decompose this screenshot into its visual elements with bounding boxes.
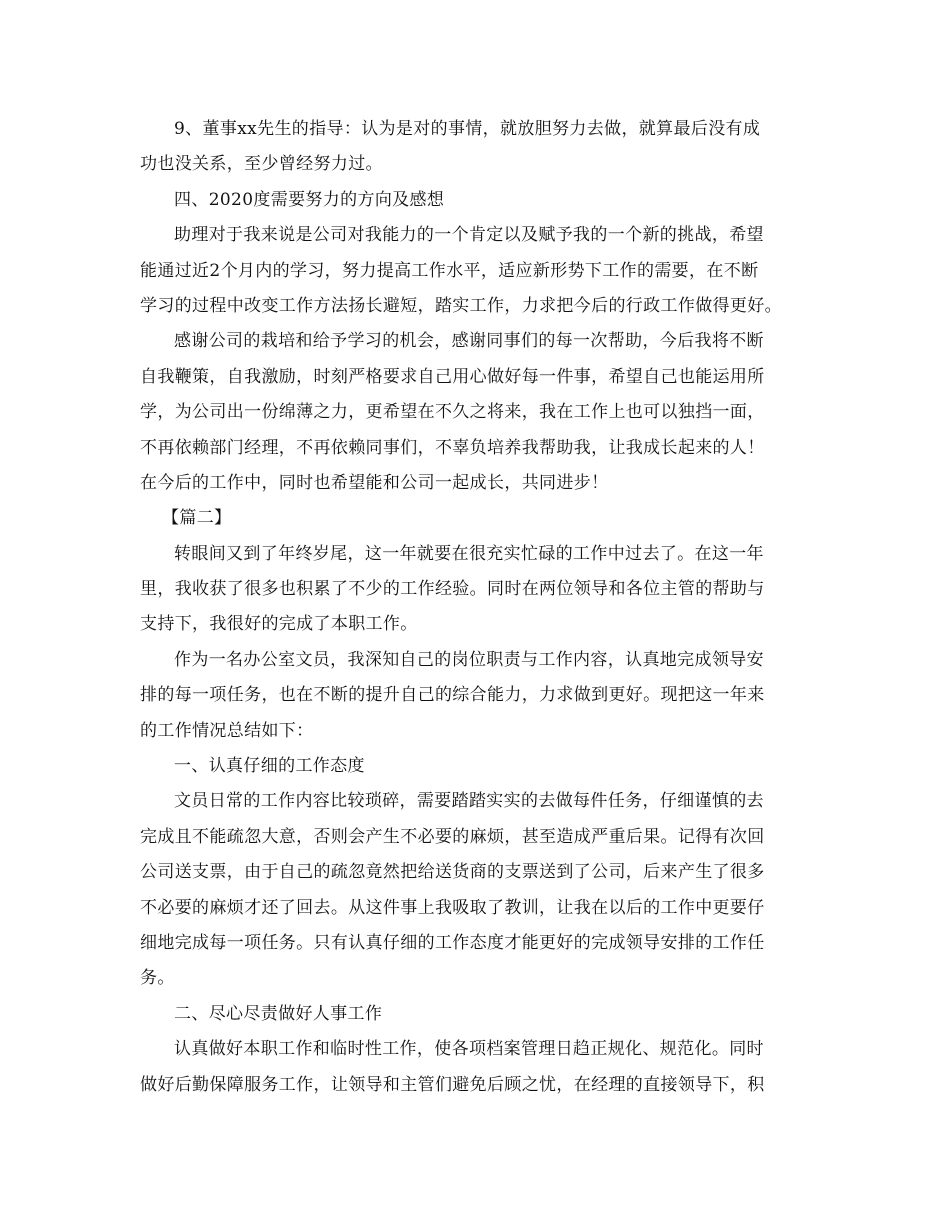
text-line: 里，我收获了很多也积累了不少的工作经验。同时在两位领导和各位主管的帮助与: [140, 579, 765, 600]
text-line: 助理对于我来说是公司对我能力的一个肯定以及赋予我的一个新的挑战，希望: [174, 225, 764, 246]
text-line: 自我鞭策，自我激励，时刻严格要求自己用心做好每一件事，希望自己也能运用所: [140, 366, 765, 387]
text-line: 能通过近2个月内的学习，努力提高工作水平，适应新形势下工作的需要，在不断: [140, 260, 759, 281]
text-line: 务。: [140, 968, 175, 989]
text-line: 二、尽心尽责做好人事工作: [174, 1003, 383, 1024]
text-line: 在今后的工作中，同时也希望能和公司一起成长，共同进步！: [140, 472, 609, 493]
text-line: 公司送支票，由于自己的疏忽竟然把给送货商的支票送到了公司，后来产生了很多: [140, 862, 765, 883]
text-line: 支持下，我很好的完成了本职工作。: [140, 614, 418, 635]
text-line: 学习的过程中改变工作方法扬长避短，踏实工作，力求把今后的行政工作做得更好。: [140, 295, 782, 316]
text-line: 一、认真仔细的工作态度: [174, 756, 365, 777]
text-line: 做好后勤保障服务工作，让领导和主管们避免后顾之忧，在经理的直接领导下，积: [140, 1074, 765, 1095]
text-line: 完成且不能疏忽大意，否则会产生不必要的麻烦，甚至造成严重后果。记得有次回: [140, 826, 765, 847]
text-line: 感谢公司的栽培和给予学习的机会，感谢同事们的每一次帮助，今后我将不断: [174, 331, 764, 352]
text-line: 【篇二】: [162, 508, 232, 529]
text-line: 功也没关系，至少曾经努力过。: [140, 154, 383, 175]
text-line: 文员日常的工作内容比较琐碎，需要踏踏实实的去做每件任务，仔细谨慎的去: [174, 791, 764, 812]
text-line: 学，为公司出一份绵薄之力，更希望在不久之将来，我在工作上也可以独挡一面，: [140, 402, 765, 423]
text-line: 排的每一项任务，也在不断的提升自己的综合能力，力求做到更好。现把这一年来: [140, 685, 765, 706]
text-line: 的工作情况总结如下：: [140, 720, 314, 741]
text-line: 细地完成每一项任务。只有认真仔细的工作态度才能更好的完成领导安排的工作任: [140, 932, 765, 953]
text-line: 认真做好本职工作和临时性工作，使各项档案管理日趋正规化、规范化。同时: [174, 1039, 764, 1060]
text-line: 不再依赖部门经理，不再依赖同事们，不辜负培养我帮助我，让我成长起来的人！: [140, 437, 765, 458]
text-line: 四、2020度需要努力的方向及感想: [174, 189, 445, 210]
text-line: 作为一名办公室文员，我深知自己的岗位职责与工作内容，认真地完成领导安: [174, 649, 764, 670]
text-line: 不必要的麻烦才还了回去。从这件事上我吸取了教训，让我在以后的工作中更要仔: [140, 897, 765, 918]
document-body: [140, 112, 810, 1103]
text-line: 9、董事xx先生的指导：认为是对的事情，就放胆努力去做，就算最后没有成: [174, 119, 761, 139]
text-line: 转眼间又到了年终岁尾，这一年就要在很充实忙碌的工作中过去了。在这一年: [174, 543, 764, 564]
